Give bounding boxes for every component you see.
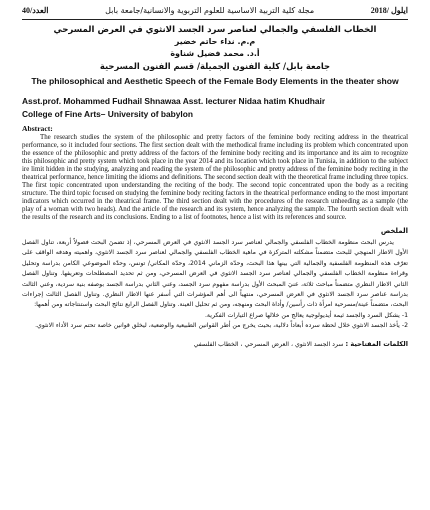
arabic-list-item-2: 2- يأخذ الجسد الانثوي خلال لحظة سرده أبعاداً دلالية، بحيث يخرج من أطر القوانين الطبيعية والوضعية، ليخلق قوانين خاصة تحتم سرد الأداء الانثوي. xyxy=(35,322,408,330)
arabic-affiliation: جامعة بابل/ كلية الفنون الجميلة/ قسم الفنون المسرحية xyxy=(99,61,331,71)
arabic-summary-heading: الملخص xyxy=(380,227,408,236)
running-header xyxy=(22,6,408,19)
journal-name: مجلة كلية التربية الاساسية للعلوم التربوية والانسانية/جامعة بابل xyxy=(105,6,315,15)
keywords-label: الكلمات المفتاحية : xyxy=(345,339,408,348)
arabic-author-2: أ.د. محمد فضيل شناوة xyxy=(170,49,260,58)
keywords-line xyxy=(22,338,408,351)
english-authors: Asst.prof. Mohammed Fudhail Shnawaa Asst. lecturer Nidaa hatim Khudhair xyxy=(22,95,326,106)
keywords-text: سرد الجسد الانثوي ، العرض المسرحي ، الخطاب الفلسفي xyxy=(193,340,344,348)
arabic-summary-text: يدرس البحث منظومة الخطاب الفلسفي والجمالي لعناصر سرد الجسد الانثوي في العرض المسرحي، إذ تضمنَ البحث فصولاً أربعة، تناول الفصل الأول الاطار المنهجي للبحث متضمناً مشكلته المتركزة في ماهية الخطاب الفلسفي والجمالي لعناصر سرد الجسد الانثوي، واهميته وهدفه الواقف على تعرّف هذه المنظومة الفلسفية والجمالية التي بينها هذا البحث، وحدّه الزماني 2014، وحدّه المكاني/ تونس، وحدّه الموضوعي الكامن بدراسة وتحليل وقراءة منظومة الخطاب الفلسفي والجمالي لعناصر سرد الجسد الانثوي في العرض المسرحي، ومن ثم تحديد المصطلحات وتعريفها. وتناول الفصل الثاني الاطار النظري متضمناً مباحث ثلاثة، عنيَ المبحث الأول بدراسة مفهوم سرد الجسد، وعني الثاني بدراسة الجسد بوصفه بنية سردية، وعني الثالث بدراسة عناصر سرد الجسد الانثوي في العرض المسرحي، منتهياً الى أهم المؤشرات التي أسفر عنها الاطار النظري. وتناول الفصل الثالث إجراءات البحث، متضمناً عينة/مسرحية امرأة ذات رأسين/ وأداة البحث ومنهجه، ومن ثم تحليل العينة. وتناول الفصل الرابع نتائج البحث واستنتاجاته ومن أهمها: xyxy=(22,239,408,309)
issue-date: ايلول /2018 xyxy=(370,6,408,15)
abstract-heading: Abstract: xyxy=(22,123,53,133)
abstract-text: The research studies the system of the philosophic and pretty factors of the feminine body reciting address in the theatrical performance, so it included four sections. The first section dealt with the methodical frame including its problem which concentrated upon the essence of the philosophic and pretty address of the factors of the feminine body reciting and its importance and its aim to recognize this philosophic and pretty system which took place in the year 2014 and its location which took place in Tunisia, in addition to the subject ire limit hidden in the studying, analyzing and reading the system of the philosophic and pretty address of the feminine body reciting in the theatrical performance, hence limiting the idioms and definitions. The second section dealt with the theoretical frame including three topics. The first topic concentrated upon understanding the reciting of the body. The second topic concentrated upon the body as a reciting structure. The third topic focused on studying the feminine body reciting factors in the theatrical performance ending to the most important indicators which occurred in the theatrical frame. The third section dealt with the procedures of the research unheeding as a sample (the play of a woman with two heads). And the article of the research and its system, hence analyzing the sample. The fourth section dealt with the results of the research and its conclusions. Ending to a list of footnotes, hence a list with its references and source. xyxy=(22,133,408,221)
arabic-author-1: م.م. نداء حاتم خضير xyxy=(174,37,256,46)
header-rule xyxy=(22,19,408,20)
arabic-list-item-1: 1- يشكل السرد والجسد ثيمة أيديولوجية يعالج من خلالها صراع التيارات الفكرية. xyxy=(204,311,408,319)
arabic-title: الخطاب الفلسفي والجمالي لعناصر سرد الجسد الانثوي في العرض المسرحي xyxy=(53,25,377,35)
english-title: The philosophical and Aesthetic Speech of the Female Body Elements in the theater show xyxy=(31,76,399,86)
english-affiliation: College of Fine Arts– University of babylon xyxy=(22,108,193,119)
issue-number: العدد/40 xyxy=(22,6,49,15)
